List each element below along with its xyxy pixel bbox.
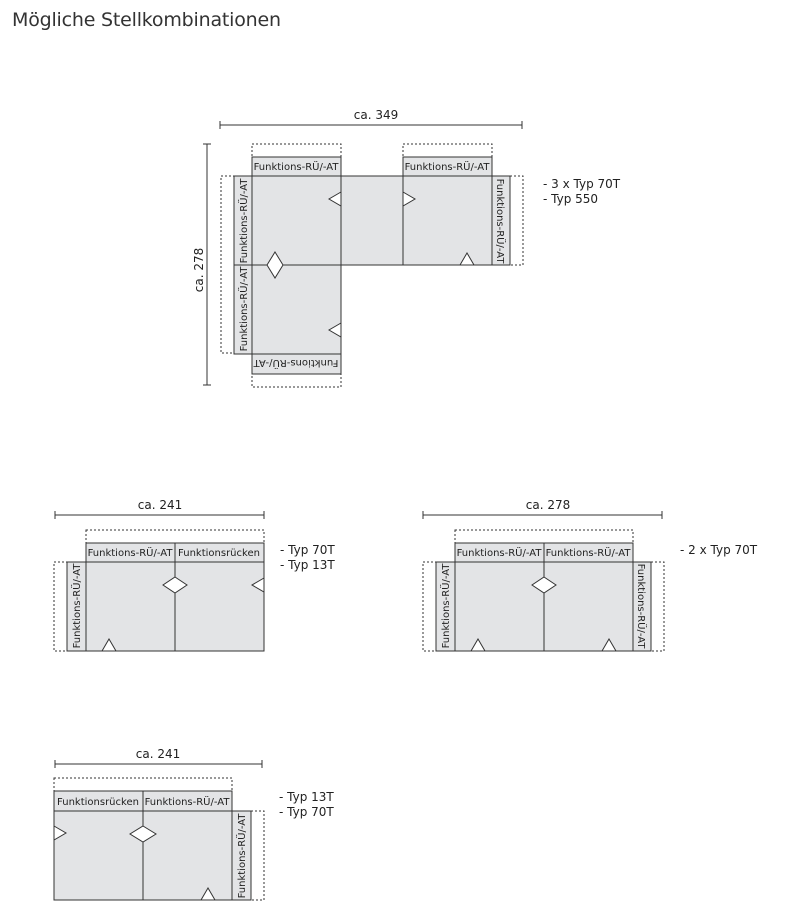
width-dimension-label: ca. 278 bbox=[525, 498, 571, 512]
combination-note: - Typ 13T bbox=[279, 790, 334, 804]
combination-2 bbox=[54, 511, 264, 651]
combination-1 bbox=[203, 121, 523, 387]
function-back-label: Funktions-RÜ/-AT bbox=[253, 162, 339, 173]
combination-note: - 2 x Typ 70T bbox=[680, 543, 758, 557]
function-back-label: Funktions-RÜ/-AT bbox=[87, 548, 173, 559]
seat-block-vertical bbox=[252, 265, 341, 354]
function-back-label: Funktionsrücken bbox=[178, 548, 260, 559]
function-back-label: Funktions-RÜ/-AT bbox=[635, 563, 646, 649]
combination-3 bbox=[423, 511, 664, 651]
function-back-label: Funktions-RÜ/-AT bbox=[545, 548, 631, 559]
function-back-label: Funktions-RÜ/-AT bbox=[72, 563, 83, 649]
function-back-label: Funktions-RÜ/-AT bbox=[404, 162, 490, 173]
width-dimension-label: ca. 241 bbox=[135, 747, 181, 761]
function-back-label: Funktions-RÜ/-AT bbox=[144, 797, 230, 808]
function-back-label: Funktions-RÜ/-AT bbox=[456, 548, 542, 559]
function-back-label: Funktionsrücken bbox=[57, 797, 139, 808]
page-title: Mögliche Stellkombinationen bbox=[12, 9, 281, 31]
depth-dimension-label: ca. 278 bbox=[192, 247, 206, 293]
combination-4 bbox=[54, 760, 264, 900]
function-back-label: Funktions-RÜ/-AT bbox=[494, 178, 505, 264]
combination-note: - Typ 550 bbox=[543, 192, 599, 206]
combination-note: - Typ 70T bbox=[280, 543, 335, 557]
combination-note: - Typ 13T bbox=[280, 558, 335, 572]
seat-block-horizontal bbox=[252, 176, 492, 265]
function-back-label: Funktions-RÜ/-AT bbox=[441, 563, 452, 649]
function-back-label: Funktions-RÜ/-AT bbox=[253, 357, 339, 368]
combination-note: - Typ 70T bbox=[279, 805, 334, 819]
function-back-label: Funktions-RÜ/-AT bbox=[239, 266, 250, 352]
width-dimension-label: ca. 241 bbox=[137, 498, 183, 512]
function-back-label: Funktions-RÜ/-AT bbox=[239, 178, 250, 264]
function-back-label: Funktions-RÜ/-AT bbox=[237, 813, 248, 899]
combination-note: - 3 x Typ 70T bbox=[543, 177, 621, 191]
width-dimension-label: ca. 349 bbox=[353, 108, 399, 122]
